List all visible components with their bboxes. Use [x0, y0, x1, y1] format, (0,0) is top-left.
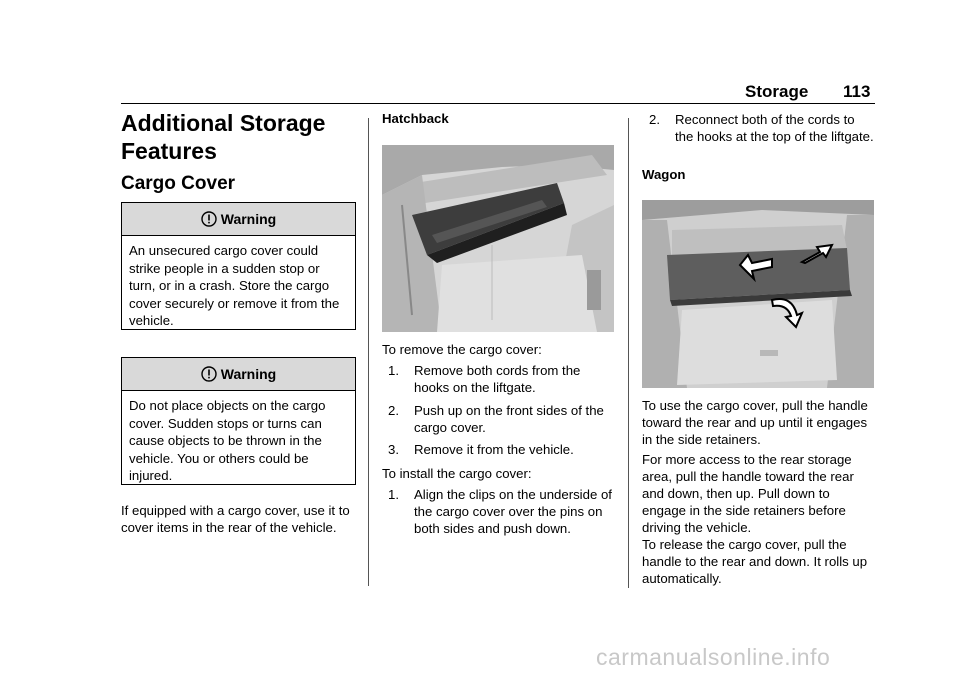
step-number: 2.	[649, 112, 660, 127]
hatchback-heading: Hatchback	[382, 111, 449, 126]
remove-step-3	[388, 441, 618, 458]
running-header-section: Storage	[745, 82, 809, 101]
warning-icon	[201, 366, 217, 382]
watermark: carmanualsonline.info	[596, 644, 831, 670]
install-step-1	[388, 486, 618, 537]
step-number: 3.	[388, 442, 399, 457]
step-number: 1.	[388, 363, 399, 378]
step-text: Remove it from the vehicle.	[414, 442, 574, 457]
header-rule	[121, 103, 875, 104]
step-text: Reconnect both of the cords to the hooks at the top of the liftgate.	[675, 112, 874, 144]
remove-step-1	[388, 362, 618, 396]
warning-icon	[201, 211, 217, 227]
warning-box-1	[121, 202, 356, 330]
warning-label: Warning	[220, 211, 277, 227]
wagon-paragraph-2: For more access to the rear storage area, pull the handle toward the rear and down, then up. Pull down to engage in the side retainers before driving the vehicle.	[642, 452, 854, 535]
warning-label: Warning	[220, 366, 277, 382]
wagon-cargo-illustration	[642, 200, 874, 388]
wagon-heading: Wagon	[642, 167, 686, 182]
wagon-paragraph-1: To use the cargo cover, pull the handle toward the rear and up until it engages in the side retainers.	[642, 398, 868, 447]
install-step-2	[649, 111, 875, 145]
remove-intro: To remove the cargo cover:	[382, 342, 542, 357]
intro-paragraph: If equipped with a cargo cover, use it to cover items in the rear of the vehicle.	[121, 503, 350, 535]
column-divider-left	[368, 118, 369, 586]
install-intro: To install the cargo cover:	[382, 466, 532, 481]
warning-header	[122, 203, 355, 236]
warning-text: Do not place objects on the cargo cover. Sudden stops or turns can cause objects to be thrown in the vehicle. You or others could be injured.	[129, 398, 326, 483]
page-title: Additional Storage Features	[121, 110, 326, 164]
step-number: 2.	[388, 403, 399, 418]
warning-text: An unsecured cargo cover could strike people in a sudden stop or turn, or in a crash. Store the cargo cover securely or remove it from the vehicle.	[129, 243, 340, 328]
section-title: Cargo Cover	[121, 173, 236, 194]
warning-header	[122, 358, 355, 391]
step-number: 1.	[388, 487, 399, 502]
step-text: Align the clips on the underside of the cargo cover over the pins on both sides and push down.	[414, 487, 612, 536]
warning-box-2	[121, 357, 356, 485]
step-text: Push up on the front sides of the cargo cover.	[414, 403, 604, 435]
hatchback-cargo-illustration	[382, 145, 614, 332]
page-number: 113	[843, 82, 871, 101]
step-text: Remove both cords from the hooks on the liftgate.	[414, 363, 581, 395]
column-divider-right	[628, 118, 629, 588]
remove-step-2	[388, 402, 618, 436]
wagon-paragraph-3: To release the cargo cover, pull the handle to the rear and down. It rolls up automatically.	[642, 537, 868, 586]
